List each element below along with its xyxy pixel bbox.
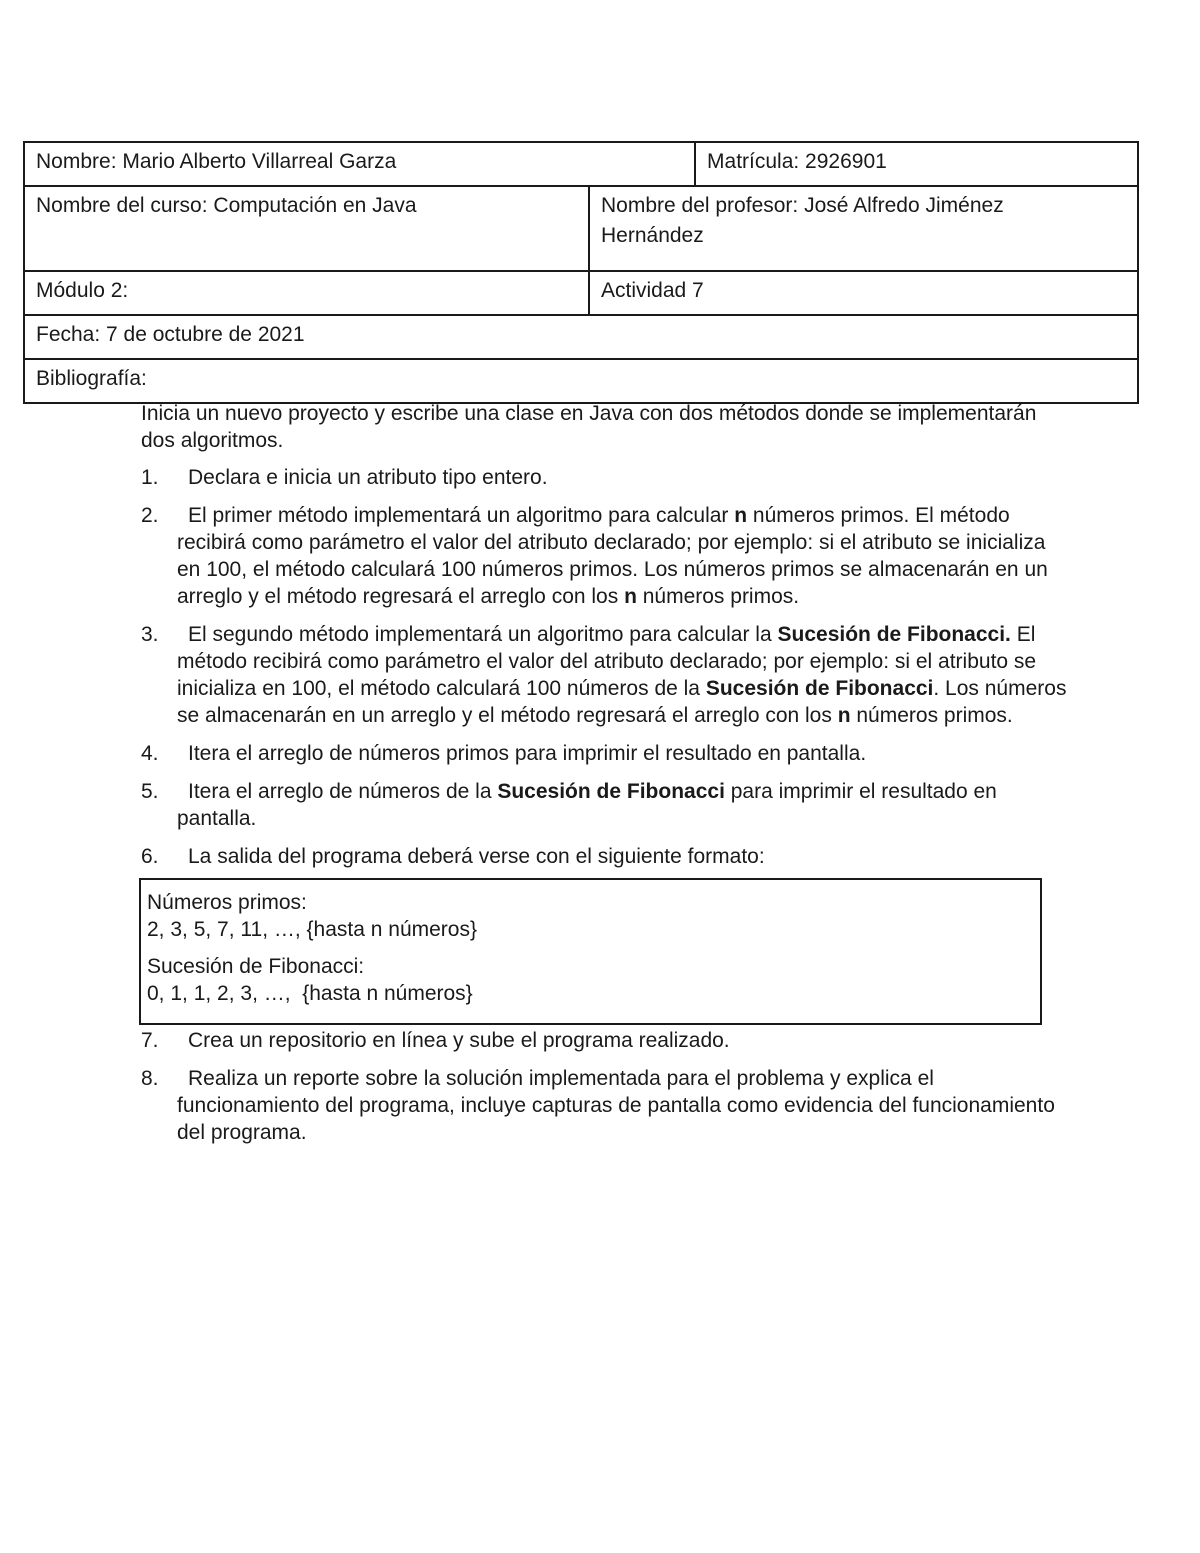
item-number: 1.: [141, 466, 159, 489]
bold-run: n: [734, 504, 748, 527]
course-name-cell: [24, 186, 589, 271]
professor-name-line-2: Hernández: [601, 224, 704, 247]
item-text: Realiza un reporte sobre la solución implementada para el problema y explica el funcionamiento del programa, incluye capturas de pantalla como evidencia del funcionamiento del programa.: [177, 1067, 1055, 1144]
text-run: . Los números se almacenarán en un arreglo y el método regresará el arreglo con los: [177, 677, 1067, 727]
student-info-table: [23, 141, 1139, 404]
text-run: para imprimir el resultado en pantalla.: [177, 780, 997, 830]
item-text: [177, 778, 1071, 832]
primes-output-group: [147, 889, 1034, 943]
intro-paragraph: Inicia un nuevo proyecto y escribe una clase en Java con dos métodos donde se implementarán dos algoritmos.: [141, 402, 1037, 452]
list-item-4: [141, 740, 1071, 767]
instructions: [141, 400, 1071, 1157]
module-label: Módulo 2:: [36, 279, 129, 302]
text-run: El método recibirá como parámetro el valor del atributo declarado; por ejemplo: si el atributo se inicializa en 100, el método calculará 100 números de la: [177, 623, 1037, 700]
professor-cell: [589, 186, 1138, 271]
item-number: 3.: [141, 623, 159, 646]
bold-run: Sucesión de Fibonacci: [705, 677, 934, 700]
list-item-5: [141, 778, 1071, 832]
bibliography-cell: [24, 359, 1138, 403]
item-text: Crea un repositorio en línea y sube el programa realizado.: [188, 1029, 730, 1052]
list-item-7: [141, 1027, 1071, 1054]
text-run: números primos.: [636, 585, 800, 608]
item-text: Itera el arreglo de números primos para imprimir el resultado en pantalla.: [188, 742, 867, 765]
student-id: Matrícula: 2926901: [707, 150, 887, 173]
activity-cell: [589, 271, 1138, 315]
text-run: El segundo método implementará un algoritmo para calcular la: [188, 623, 778, 646]
item-number: 5.: [141, 780, 159, 803]
item-number: 8.: [141, 1067, 159, 1090]
professor-name-line-1: Nombre del profesor: José Alfredo Jiménez: [601, 194, 1004, 217]
item-number: 2.: [141, 504, 159, 527]
fibonacci-output-group: [147, 953, 1034, 1007]
bold-run: Sucesión de Fibonacci.: [777, 623, 1011, 646]
bold-run: n: [837, 704, 851, 727]
list-item-8: [141, 1065, 1071, 1146]
module-cell: [24, 271, 589, 315]
item-text: La salida del programa deberá verse con el siguiente formato:: [188, 845, 765, 868]
student-name-cell: [24, 142, 695, 186]
activity-label: Actividad 7: [601, 279, 704, 302]
item-text: Declara e inicia un atributo tipo entero.: [188, 466, 548, 489]
list-item-1: [141, 464, 1071, 491]
text-run: Itera el arreglo de números de la: [188, 780, 498, 803]
list-item-2: [141, 502, 1071, 610]
bold-run: n: [624, 585, 637, 608]
output-format-box: [139, 878, 1042, 1025]
text-run: números primos.: [850, 704, 1013, 727]
date-label: Fecha: 7 de octubre de 2021: [36, 323, 305, 346]
item-number: 7.: [141, 1029, 159, 1052]
date-cell: [24, 315, 1138, 359]
primes-label: Números primos:: [147, 891, 307, 914]
list-item-6: [141, 843, 1071, 870]
text-run: El primer método implementará un algoritmo para calcular: [188, 504, 735, 527]
item-number: 6.: [141, 845, 159, 868]
text-run: números primos. El método recibirá como parámetro el valor del atributo declarado; por ejemplo: si el atributo se inicializa en 100, el método calculará 100 números primos. Los números primos se almacenarán en un arreglo y el método regresará el arreglo con los: [177, 504, 1048, 608]
student-id-cell: [695, 142, 1138, 186]
primes-example: 2, 3, 5, 7, 11, …, {hasta n números}: [147, 918, 477, 941]
course-name: Nombre del curso: Computación en Java: [36, 194, 417, 217]
bibliography-label: Bibliografía:: [36, 367, 147, 390]
item-text: [177, 621, 1071, 729]
list-item-3: [141, 621, 1071, 729]
fibonacci-label: Sucesión de Fibonacci:: [147, 955, 365, 978]
fibonacci-example: 0, 1, 1, 2, 3, …, {hasta n números}: [147, 982, 473, 1005]
item-number: 4.: [141, 742, 159, 765]
item-text: [177, 502, 1071, 610]
bold-run: Sucesión de Fibonacci: [497, 780, 725, 803]
student-name: Nombre: Mario Alberto Villarreal Garza: [36, 150, 397, 173]
